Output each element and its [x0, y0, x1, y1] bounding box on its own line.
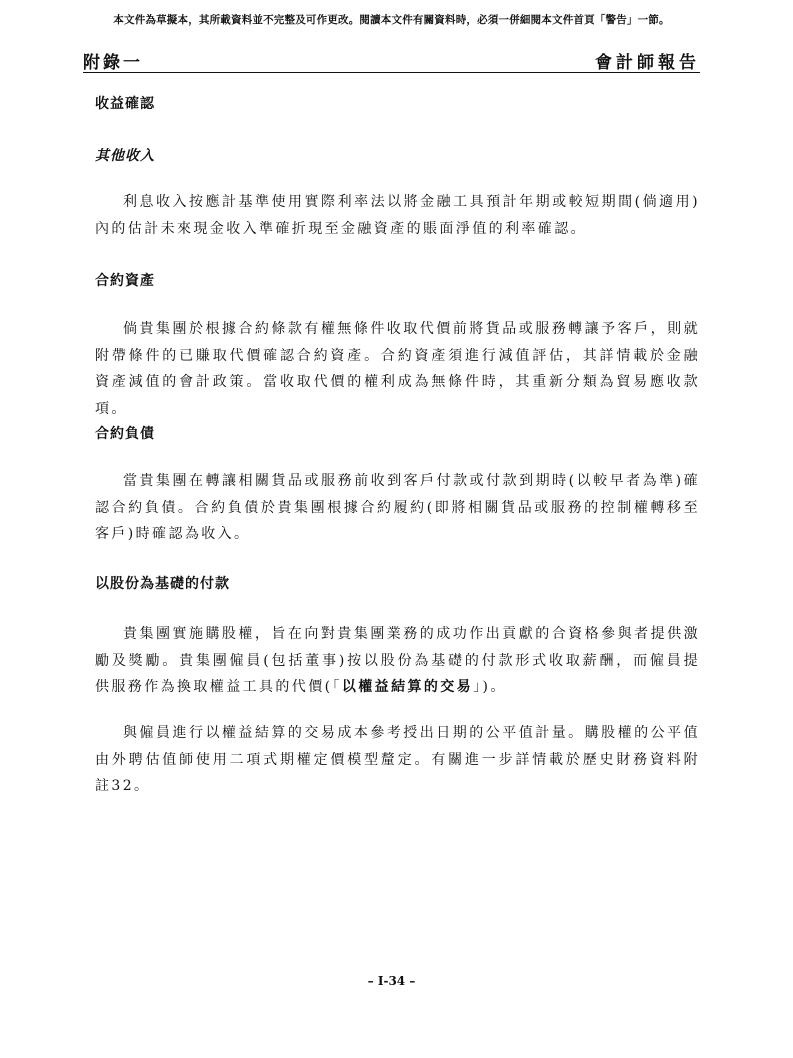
- section-heading-revenue-recognition: 收益確認: [95, 96, 155, 112]
- page-header: [83, 46, 700, 73]
- draft-disclaimer: 本文件為草擬本，其所載資料並不完整及可作更改。閱讀本文件有關資料時，必須一併細閱本文件首頁「警告」一節。: [113, 14, 670, 26]
- section-heading-contract-assets: 合約資產: [95, 273, 155, 289]
- document-page: [83, 0, 700, 1058]
- paragraph-contract-liabilities: 當貴集團在轉讓相關貨品或服務前收到客戶付款或付款到期時(以較早者為準)確認合約負債。合約負債於貴集團根據合約履約(即將相關貨品或服務的控制權轉移至客戶)時確認為收入。: [95, 473, 700, 542]
- paragraph-share-based-payments: [95, 621, 700, 701]
- paragraph-equity-settled-cost: 與僱員進行以權益結算的交易成本參考授出日期的公平值計量。購股權的公平值由外聘估值師使用二項式期權定價模型釐定。有關進一步詳情載於歷史財務資料附註32。: [95, 725, 700, 794]
- paragraph-contract-assets: 倘貴集團於根據合約條款有權無條件收取代價前將貨品或服務轉讓予客戶，則就附帶條件的已賺取代價確認合約資產。合約資產須進行減值評估，其詳情載於金融資產減值的會計政策。當收取代價的權利成為無條件時，其重新分類為貿易應收款項。: [95, 321, 700, 417]
- paragraph-other-income: 利息收入按應計基準使用實際利率法以將金融工具預計年期或較短期間(倘適用)內的估計未來現金收入準確折現至金融資產的賬面淨值的利率確認。: [95, 194, 700, 237]
- section-heading-contract-liabilities: 合約負債: [95, 426, 155, 442]
- report-title: 會計師報告: [595, 53, 700, 73]
- page-number: – I-34 –: [367, 974, 416, 988]
- section-heading-share-based-payments: 以股份為基礎的付款: [95, 576, 230, 592]
- defined-term: 以權益結算的交易: [341, 679, 474, 695]
- subsection-heading-other-income: 其他收入: [95, 148, 155, 164]
- appendix-label: 附錄一: [83, 53, 143, 73]
- paragraph-text: 貴集團實施購股權，旨在向對貴集團業務的成功作出貢獻的合資格參與者提供激勵及獎勵。貴集團僱員(包括董事)按以股份為基礎的付款形式收取薪酬，而僱員提供服務作為換取權益工具的代價(「: [95, 626, 700, 695]
- paragraph-text-end: 」)。: [473, 679, 507, 695]
